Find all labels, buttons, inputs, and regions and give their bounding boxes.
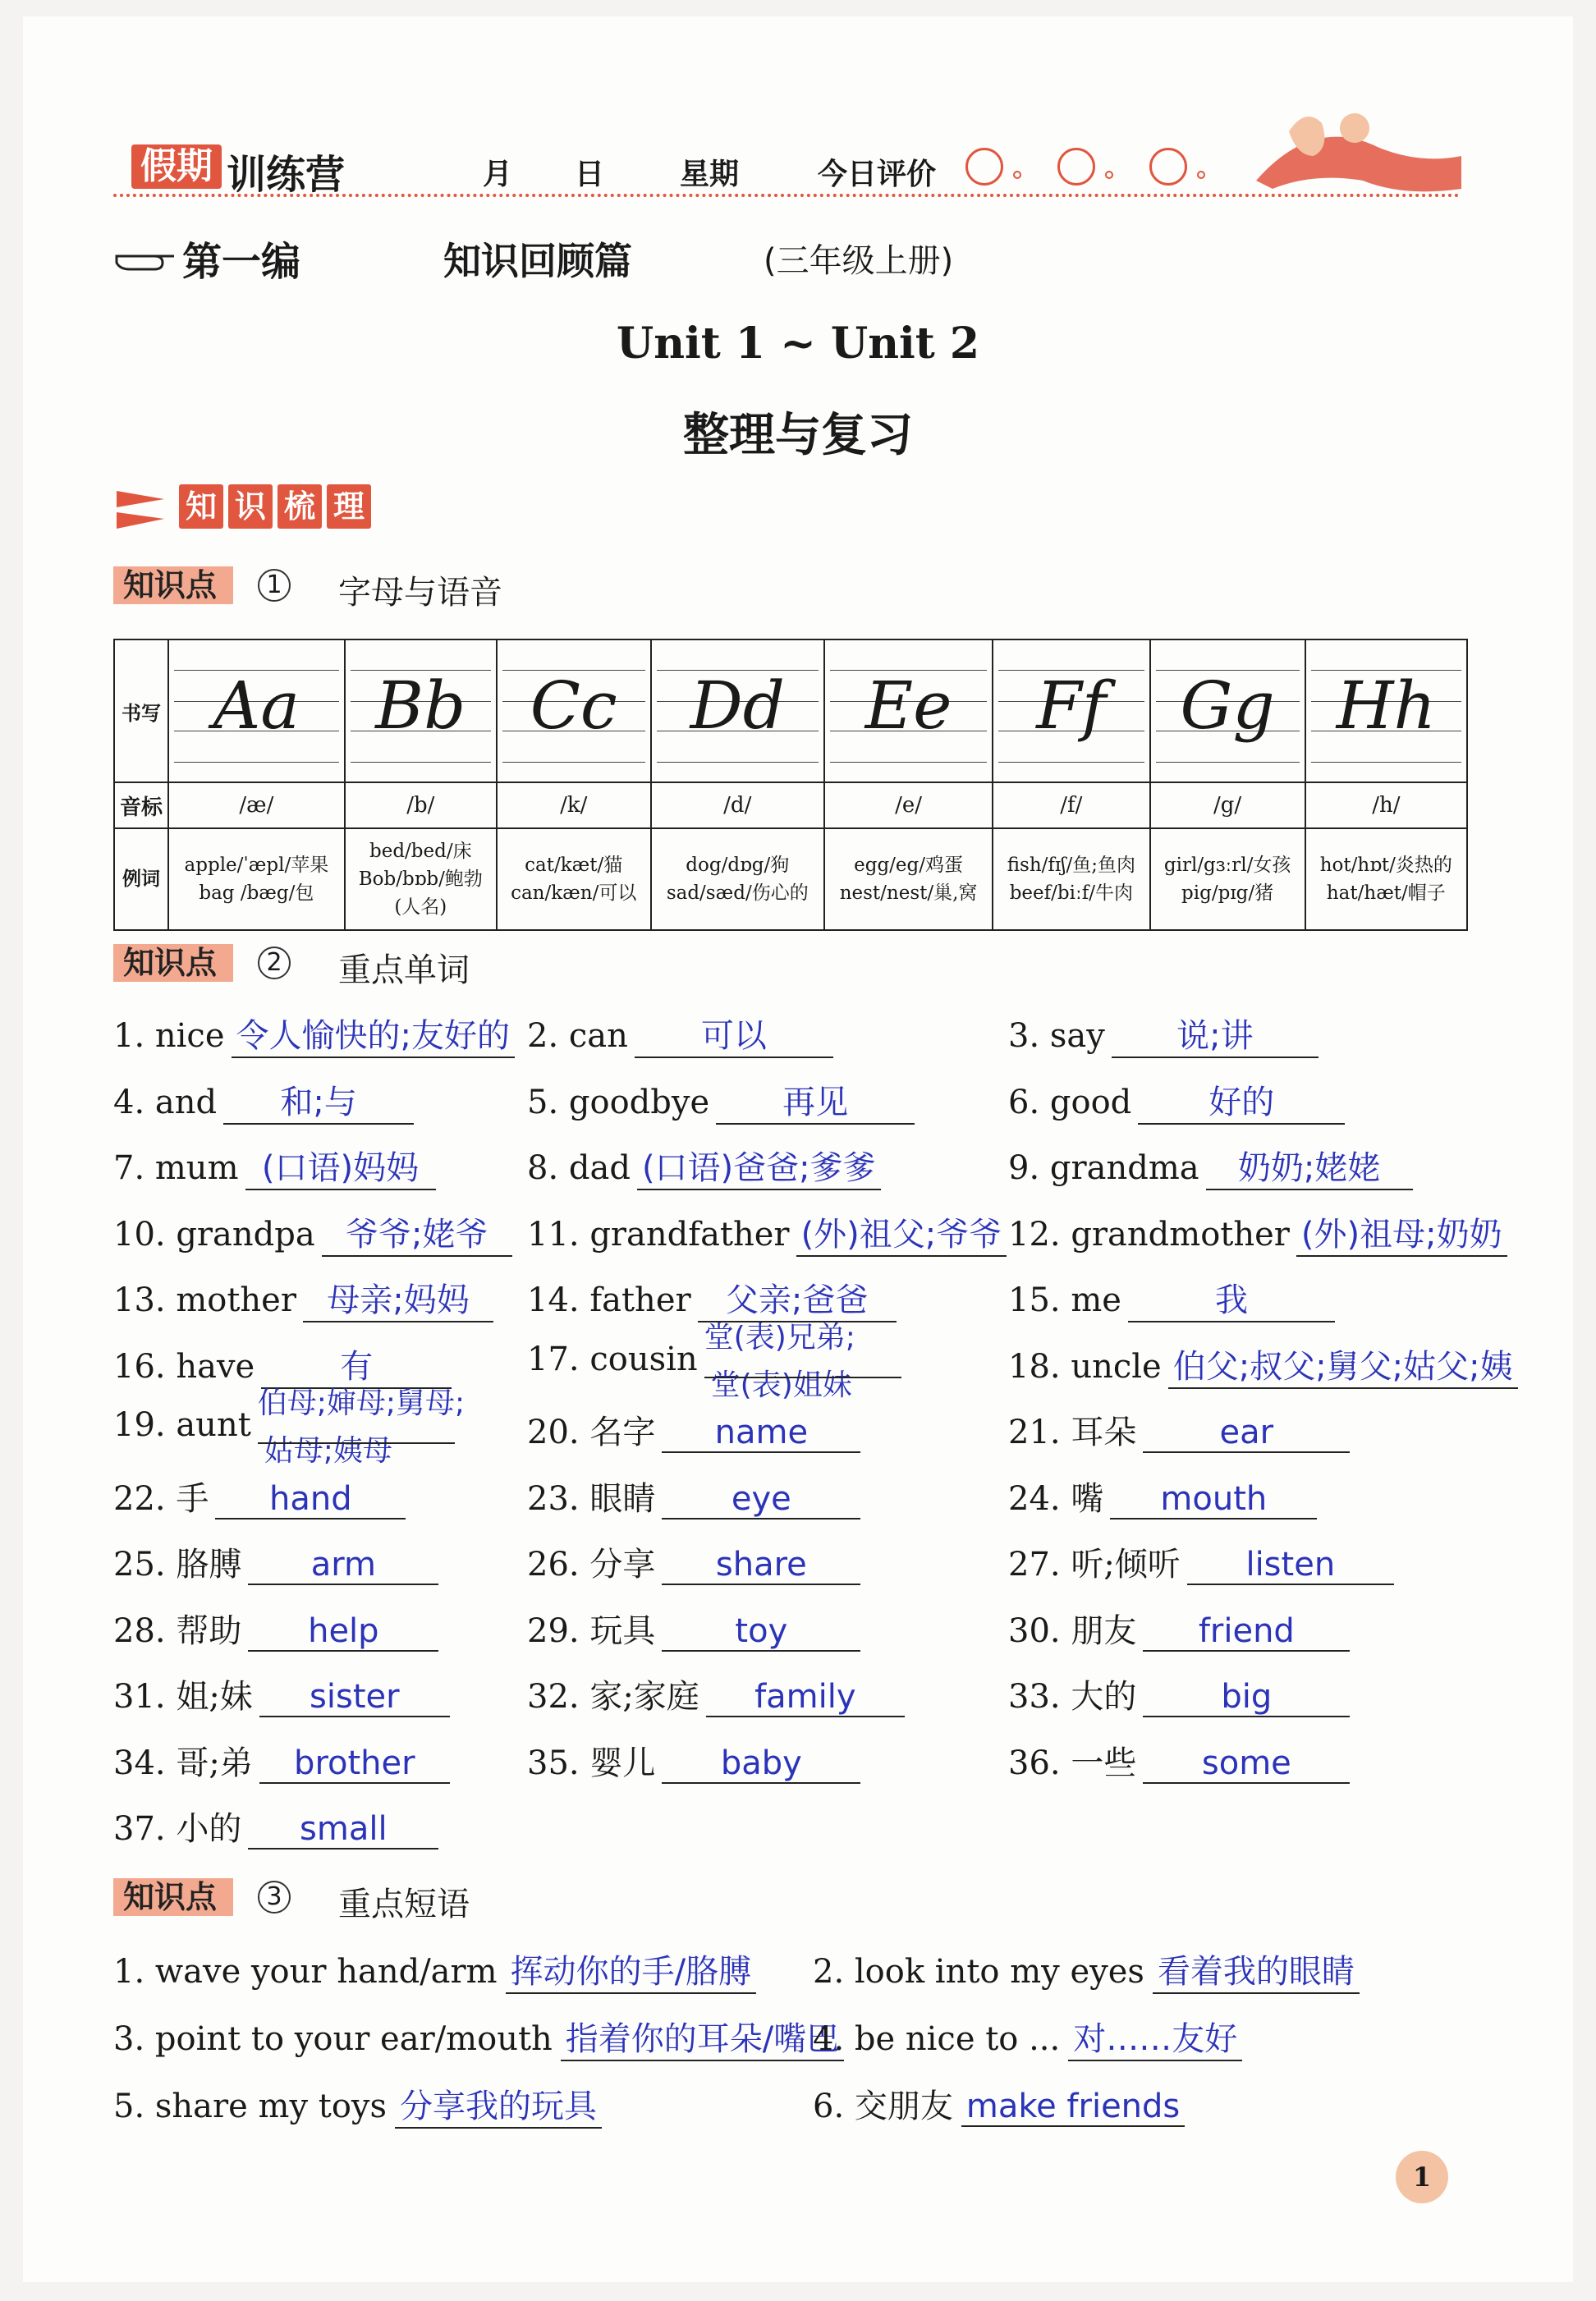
answer-blank[interactable]: (口语)妈妈: [245, 1142, 436, 1190]
phrase-prompt: 6. 交朋友: [813, 2088, 953, 2125]
word-item: [1008, 1737, 1350, 1784]
phrase-prompt: 2. look into my eyes: [813, 1953, 1144, 1991]
page-number: 1: [1396, 2151, 1448, 2203]
answer-blank[interactable]: ear: [1143, 1414, 1350, 1453]
evaluation-label: 今日评价: [818, 158, 937, 191]
word-item: [113, 1274, 493, 1322]
letter-pair: Hh: [1336, 667, 1436, 744]
answer-blank[interactable]: 对……友好: [1068, 2013, 1242, 2061]
answer-blank[interactable]: (外)祖父;爷爷: [796, 1208, 1007, 1257]
letter-pair: Ff: [1036, 667, 1107, 744]
answer-blank[interactable]: (外)祖母;奶奶: [1296, 1208, 1507, 1257]
word-prompt: 37. 小的: [113, 1810, 242, 1848]
phonetic-cell: /k/: [497, 782, 651, 828]
example-word: can/kæn/可以: [511, 882, 637, 904]
phonetic-cell: /e/: [824, 782, 993, 828]
circle-icon: [1197, 171, 1205, 179]
example-word: pig/pɪg/猪: [1181, 882, 1274, 904]
letter-cell: [345, 639, 497, 782]
answer-blank[interactable]: 指着你的耳朵/嘴巴: [561, 2013, 844, 2061]
word-prompt: 27. 听;倾听: [1008, 1546, 1181, 1584]
brand-name: 训练营: [227, 152, 346, 198]
example-row: [114, 828, 1467, 930]
word-item: [527, 1076, 915, 1125]
word-item: [527, 1406, 860, 1453]
arrow-stripes-icon: [115, 486, 169, 532]
word-prompt: 24. 嘴: [1008, 1479, 1104, 1518]
section-char: 梳: [277, 484, 322, 529]
word-item: [527, 1010, 833, 1058]
letter-pair: Dd: [690, 667, 785, 744]
answer-blank[interactable]: 令人愉快的;友好的: [232, 1010, 515, 1058]
kp3-number: 3: [258, 1881, 291, 1914]
word-item: [1008, 1473, 1317, 1519]
answer-blank[interactable]: listen: [1187, 1546, 1394, 1585]
word-prompt: 34. 哥;弟: [113, 1744, 253, 1782]
answer-blank[interactable]: [257, 1387, 466, 1468]
phonetic-cell: /æ/: [168, 782, 345, 828]
answer-blank[interactable]: baby: [662, 1744, 860, 1784]
example-cell: [345, 828, 497, 930]
answer-blank[interactable]: 我: [1128, 1274, 1335, 1322]
word-prompt: 15. me: [1008, 1281, 1121, 1319]
word-prompt: 35. 婴儿: [527, 1744, 656, 1782]
section-char: 知: [179, 484, 223, 529]
word-prompt: 8. dad: [527, 1149, 631, 1187]
letter-cell: [1305, 639, 1467, 782]
example-word: fish/fɪʃ/鱼;鱼肉: [1007, 855, 1136, 876]
letter-pair: Gg: [1180, 667, 1275, 744]
word-item: [1008, 1076, 1345, 1125]
word-item: [1008, 1538, 1394, 1585]
example-word: cat/kæt/猫: [525, 855, 623, 876]
day-label: 日: [575, 158, 605, 191]
phrase-item: [113, 1946, 756, 1994]
word-prompt: 19. aunt: [113, 1406, 251, 1444]
phonetic-cell: /b/: [345, 782, 497, 828]
phrase-prompt: 1. wave your hand/arm: [113, 1953, 498, 1991]
word-prompt: 17. cousin: [527, 1340, 698, 1378]
word-prompt: 22. 手: [113, 1479, 209, 1518]
kp2-label: 知识点: [113, 944, 233, 982]
review-title: 整理与复习: [683, 409, 913, 462]
word-prompt: 32. 家;家庭: [527, 1678, 699, 1716]
phrase-prompt: 5. share my toys: [113, 2088, 388, 2125]
word-prompt: 2. can: [527, 1017, 628, 1055]
word-item: [1008, 1671, 1350, 1717]
answer-blank[interactable]: 好的: [1138, 1076, 1345, 1125]
phonetic-cell: /g/: [1150, 782, 1305, 828]
example-cell: [824, 828, 993, 930]
word-item: [1008, 1341, 1518, 1389]
example-cell: [1150, 828, 1305, 930]
word-prompt: 12. grandmother: [1008, 1215, 1290, 1254]
answer-blank[interactable]: 奶奶;姥姥: [1206, 1142, 1413, 1190]
example-word: Bob/bɒb/鲍勃: [358, 869, 483, 890]
word-item: [1008, 1274, 1335, 1322]
answer-blank[interactable]: eye: [662, 1480, 860, 1519]
word-prompt: 21. 耳朵: [1008, 1414, 1137, 1451]
word-prompt: 25. 胳膊: [113, 1546, 242, 1584]
answer-text: 姑母;姨母: [264, 1434, 392, 1468]
letters-table: [113, 639, 1468, 931]
answer-blank[interactable]: sister: [259, 1678, 450, 1717]
answer-text: 伯母;婶母;舅母;: [257, 1387, 466, 1420]
month-label: 月: [483, 158, 513, 191]
word-prompt: 18. uncle: [1008, 1347, 1162, 1386]
word-item: [113, 1803, 438, 1850]
part-title: 第一编: [182, 239, 301, 285]
example-cell: [651, 828, 824, 930]
answer-blank[interactable]: small: [248, 1810, 438, 1850]
word-item: [113, 1142, 436, 1190]
answer-blank[interactable]: 爷爷;姥爷: [322, 1208, 512, 1257]
word-prompt: 33. 大的: [1008, 1678, 1137, 1716]
answer-blank[interactable]: 分享我的玩具: [395, 2080, 602, 2129]
header-divider: [113, 194, 1460, 197]
letter-pair: Aa: [213, 667, 300, 744]
word-item: [113, 1387, 466, 1468]
example-cell: [168, 828, 345, 930]
phonetic-cell: /f/: [993, 782, 1149, 828]
word-item: [113, 1208, 512, 1257]
part-grade: (三年级上册): [764, 242, 954, 280]
word-prompt: 1. nice: [113, 1017, 225, 1055]
word-item: [1008, 1605, 1350, 1652]
phrase-item: [113, 2080, 602, 2129]
sad-face-icon[interactable]: [1149, 148, 1187, 186]
word-item: [527, 1320, 901, 1402]
weekday-label: 星期: [680, 158, 740, 191]
word-prompt: 14. father: [527, 1281, 691, 1319]
section-char: 理: [327, 484, 371, 529]
kp1-number: 1: [258, 569, 291, 602]
part-subtitle: 知识回顾篇: [443, 239, 632, 283]
answer-blank[interactable]: 父亲;爸爸: [698, 1274, 897, 1322]
unit-title: Unit 1 ~ Unit 2: [616, 319, 980, 369]
example-word: dog/dɒg/狗: [686, 855, 790, 876]
answer-blank[interactable]: (口语)爸爸;爹爹: [637, 1142, 881, 1190]
kp3-title: 重点短语: [338, 1886, 470, 1923]
word-item: [113, 1538, 438, 1585]
word-prompt: 20. 名字: [527, 1414, 656, 1451]
letter-cell: [497, 639, 651, 782]
answer-blank[interactable]: name: [662, 1414, 860, 1453]
rabbit-mascot-icon: [1240, 99, 1470, 197]
answer-blank[interactable]: mouth: [1110, 1480, 1317, 1519]
letter-cell: [1150, 639, 1305, 782]
example-cell: [497, 828, 651, 930]
smile-face-icon[interactable]: [965, 148, 1003, 186]
example-note: (人名): [394, 896, 447, 918]
answer-text: 堂(表)姐妹: [710, 1368, 852, 1402]
writing-row: [114, 639, 1467, 782]
neutral-face-icon[interactable]: [1057, 148, 1095, 186]
circle-icon: [1105, 171, 1113, 179]
word-item: [113, 1671, 450, 1717]
example-word: apple/ˈæpl/苹果: [184, 855, 329, 876]
brand-highlight: 假期: [131, 144, 222, 189]
example-word: hot/hɒt/炎热的: [1319, 855, 1452, 876]
word-item: [1008, 1010, 1319, 1058]
answer-blank[interactable]: 可以: [635, 1010, 833, 1058]
kp2-number: 2: [258, 947, 291, 979]
example-word: hat/hæt/帽子: [1326, 882, 1446, 904]
section-char: 识: [228, 484, 273, 529]
word-prompt: 11. grandfather: [527, 1215, 790, 1254]
kp3-label: 知识点: [113, 1878, 233, 1916]
example-word: girl/gɜːrl/女孩: [1163, 855, 1291, 876]
word-item: [113, 1473, 406, 1519]
word-item: [1008, 1406, 1350, 1453]
word-item: [527, 1605, 860, 1652]
word-item: [1008, 1142, 1413, 1190]
word-prompt: 16. have: [113, 1347, 255, 1386]
word-prompt: 3. say: [1008, 1017, 1105, 1055]
answer-blank[interactable]: family: [706, 1678, 905, 1717]
word-item: [113, 1605, 438, 1652]
answer-blank[interactable]: 和;与: [223, 1076, 414, 1125]
answer-blank[interactable]: 母亲;妈妈: [303, 1274, 493, 1322]
answer-blank[interactable]: arm: [248, 1546, 438, 1585]
answer-text: 堂(表)兄弟;: [704, 1320, 855, 1354]
word-prompt: 10. grandpa: [113, 1215, 315, 1254]
letter-cell: [651, 639, 824, 782]
answer-blank[interactable]: 看着我的眼睛: [1153, 1946, 1360, 1994]
word-item: [527, 1473, 860, 1519]
answer-blank[interactable]: 伯父;叔父;舅父;姑父;姨: [1168, 1341, 1518, 1389]
word-item: [527, 1671, 905, 1717]
word-prompt: 30. 朋友: [1008, 1611, 1137, 1650]
word-prompt: 23. 眼睛: [527, 1479, 656, 1518]
example-word: sad/sæd/伤心的: [666, 882, 809, 904]
phrase-item: [113, 2013, 844, 2061]
word-item: [113, 1010, 515, 1058]
word-prompt: 7. mum: [113, 1149, 239, 1187]
answer-blank[interactable]: 说;讲: [1112, 1010, 1319, 1058]
word-item: [113, 1737, 450, 1784]
phrase-item: [813, 2080, 1185, 2127]
example-cell: [993, 828, 1149, 930]
word-prompt: 28. 帮助: [113, 1611, 242, 1650]
word-item: [527, 1538, 860, 1585]
answer-blank[interactable]: some: [1143, 1744, 1350, 1784]
answer-blank[interactable]: share: [662, 1546, 860, 1585]
word-item: [527, 1208, 1007, 1257]
letter-pair: Bb: [375, 667, 466, 744]
word-prompt: 13. mother: [113, 1281, 296, 1319]
answer-blank[interactable]: toy: [662, 1612, 860, 1652]
phrase-prompt: 4. be nice to ...: [813, 2020, 1061, 2058]
answer-blank[interactable]: friend: [1143, 1612, 1350, 1652]
answer-blank[interactable]: 再见: [716, 1076, 915, 1125]
phrase-prompt: 3. point to your ear/mouth: [113, 2020, 553, 2058]
pointing-hand-icon: [113, 240, 179, 277]
kp1-title: 字母与语音: [338, 574, 502, 612]
word-prompt: 29. 玩具: [527, 1611, 656, 1650]
word-item: [527, 1737, 860, 1784]
word-prompt: 31. 姐;妹: [113, 1678, 253, 1716]
phrase-item: [813, 1946, 1360, 1994]
row-label: 书写: [114, 639, 168, 782]
row-label: 音标: [114, 782, 168, 828]
letter-cell: [993, 639, 1149, 782]
phonetic-cell: /h/: [1305, 782, 1467, 828]
letter-pair: Ee: [864, 667, 952, 744]
word-item: [1008, 1208, 1507, 1257]
example-word: beef/biːf/牛肉: [1009, 882, 1133, 904]
answer-blank[interactable]: brother: [259, 1744, 450, 1784]
kp1-label: 知识点: [113, 566, 233, 604]
word-item: [113, 1076, 414, 1125]
phonetic-row: [114, 782, 1467, 828]
answer-blank[interactable]: 有: [261, 1341, 452, 1389]
circle-icon: [1013, 171, 1021, 179]
answer-blank[interactable]: make friends: [961, 2088, 1185, 2127]
letter-cell: [168, 639, 345, 782]
phonetic-cell: /d/: [651, 782, 824, 828]
word-prompt: 6. good: [1008, 1083, 1132, 1121]
word-item: [527, 1142, 881, 1190]
word-prompt: 5. goodbye: [527, 1083, 710, 1121]
answer-blank[interactable]: help: [248, 1612, 438, 1652]
word-prompt: 9. grandma: [1008, 1149, 1199, 1187]
row-label: 例词: [114, 828, 168, 930]
letter-pair: Cc: [530, 667, 617, 744]
answer-blank[interactable]: big: [1143, 1678, 1350, 1717]
example-word: egg/eg/鸡蛋: [854, 855, 963, 876]
kp2-title: 重点单词: [338, 951, 470, 989]
word-prompt: 4. and: [113, 1083, 218, 1121]
letter-cell: [824, 639, 993, 782]
example-word: bed/bed/床: [369, 841, 472, 862]
answer-blank[interactable]: 挥动你的手/胳膊: [506, 1946, 756, 1994]
answer-blank[interactable]: hand: [215, 1480, 406, 1519]
answer-blank[interactable]: [704, 1320, 901, 1402]
example-word: nest/nest/巢,窝: [839, 882, 978, 904]
phrase-item: [813, 2013, 1242, 2061]
word-prompt: 26. 分享: [527, 1546, 656, 1584]
example-word: bag /bæg/包: [199, 882, 314, 904]
word-prompt: 36. 一些: [1008, 1744, 1137, 1782]
answer-underline: [258, 1442, 455, 1444]
answer-underline: [704, 1377, 901, 1378]
example-cell: [1305, 828, 1467, 930]
